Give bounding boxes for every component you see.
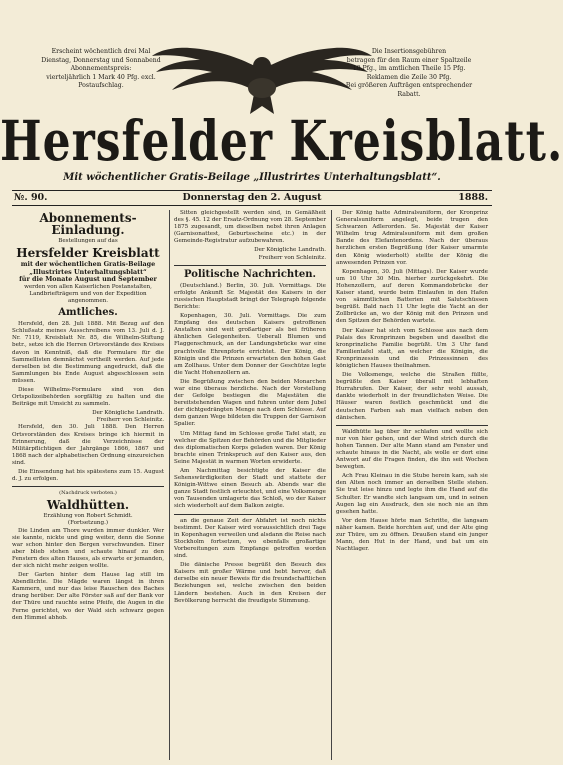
signature: Der Königliche Landrath. bbox=[254, 247, 326, 254]
paragraph: an die genaue Zeit der Abfahrt ist noch nichts bestimmt. Der Kaiser wird voraussichtlich drei Tage in Kopenhagen verweilen und alsdann die Reise nach Stockholm fortsetzen, wo ebenfalls großartige Vorbereitungen zum Empfange getroffen worden sind. bbox=[174, 517, 326, 560]
info-line: Abonnementspreis: bbox=[70, 65, 132, 72]
official-section-heading: Amtliches. bbox=[58, 307, 118, 319]
paragraph: Kopenhagen, 30. Juli. Vormittags. Die zum Empfang des deutschen Kaisers getroffenen Anstalten sind weit großartiger als bei früheren ähnlichen Gelegenheiten. Ueberall Blumen und Flaggenschmuck, an der Landungsbrücke war eine prachtvolle Ehrenpforte errichtet. Der König, die Königin und die Prinzen erwarteten den hohen Gast am Zollhaus. Unter dem Donner der Geschütze legte die Yacht Hohenzollern an. bbox=[174, 313, 326, 376]
paragraph: (Deutschland.) Berlin, 30. Juli. Vormittags. Die erfolgte Ankunft Sr. Majestät des Kaisers in der russischen Hauptstadt bringt der Telegraph folgende Berichte: bbox=[174, 282, 326, 310]
section-rule bbox=[174, 265, 326, 266]
info-line: Dienstag, Donnerstag und Sonnabend bbox=[41, 56, 161, 64]
insertion-fees-info bbox=[334, 48, 484, 99]
paragraph: Vor dem Hause hörte man Schritte, die langsam näher kamen. Beide horchten auf, und der Alte ging zur Thüre, um zu öffnen. Draußen stand ein junger Mann, den Hut in der Hand, und bat um ein Nachtlager. bbox=[336, 517, 488, 553]
info-line: betragen für den Raum einer Spaltzeile bbox=[346, 56, 472, 64]
paragraph: Um Mittag fand im Schlosse große Tafel statt, zu welcher die Spitzen der Behörden und die Mitglieder des diplomatischen Korps geladen waren. Der König brachte einen Trinkspruch auf den Kaiser aus, den Seine Majestät in warmen Worten erwiderte. bbox=[174, 430, 326, 465]
text-line: „Illustrirtes Unterhaltungsblatt“ bbox=[29, 267, 147, 276]
column-3 bbox=[336, 210, 488, 760]
issue-date: Donnerstag den 2. August bbox=[182, 192, 322, 203]
issue-bar bbox=[12, 190, 492, 206]
story-continuation: (Fortsetzung.) bbox=[67, 520, 109, 527]
info-line: 10 Pfg., im amtlichen Theile 15 Pfg. bbox=[352, 65, 466, 72]
column-1 bbox=[12, 210, 164, 760]
issue-year: 1888. bbox=[458, 192, 488, 203]
paragraph: Diese Wilhelms-Formulare sind von den Ortspolizeibehörden sorgfältig zu halten und die Beiträge mit Umsicht zu sammeln. bbox=[12, 387, 164, 408]
paper-name-heading: Hersfelder Kreisblatt bbox=[16, 246, 160, 261]
info-line: Erscheint wöchentlich drei Mal bbox=[51, 48, 151, 55]
paragraph: Hersfeld, den 28. Juli 1888. Mit Bezug auf den Schlußsatz meines Ausschreibens vom 13. Juli d. J. Nr. 7119, Kreisblatt Nr. 85, die Wilhelm-Stiftung betr., setze ich die Herren Ortsvorstände des Kreises davon in Kenntniß, daß die Formulare für die Sammellisten demnächst vertheilt werden. Auf jede derselben ist die Bestimmung angedruckt, daß die Sammlungen bis Ende August abgeschlossen sein müssen. bbox=[12, 321, 164, 384]
paragraph: Kopenhagen, 30. Juli (Mittags). Der Kaiser wurde um 10 Uhr 30 Min. hierher zurückgekehrt. Die Hohenzollern, auf deren Kommandobrücke der Kaiser stand, wurde beim Einlaufen in den Hafen von sämmtlichen Batterien mit Salutschüssen begrüßt. Bald nach 11 Uhr legte die Yacht an der Zollbrücke an, wo der König mit den Prinzen und den Spitzen der Behörden wartete. bbox=[336, 268, 488, 325]
info-line: Die Insertionsgebühren bbox=[371, 48, 447, 55]
paragraph: Der Kaiser hat sich vom Schlosse aus nach dem Palais des Kronprinzen begeben und daselbst die kronprinzliche Familie begrüßt. Um 3 Uhr fand Familientafel statt, an welcher die Königin, die Kronprinzessin und die Prinzessinnen des königlichen Hauses theilnahmen. bbox=[336, 327, 488, 369]
paragraph: Die Linden am Thore wurden immer dunkler. Wer sie kannte, nickte und ging weiter, denn die Sonne war schon hinter den Bergen verschwunden. Einer aber blieb stehen und schaute hinauf zu den Fenstern des alten Hauses, als erwarte er jemanden, der sich nicht mehr zeigen wollte. bbox=[12, 527, 164, 569]
paragraph: Hersfeld, den 30. Juli 1888. Den Herren Ortsvorständen des Kreises bringe ich hiermit in Erinnerung, daß die Verzeichnisse der Militärpflichtigen der Jahrgänge 1866, 1867 und 1868 nach der alphabetischen Ordnung einzureichen sind. bbox=[12, 424, 164, 466]
subscription-heading: Abonnements-Einladung. bbox=[39, 211, 137, 237]
political-news-heading: Politische Nachrichten. bbox=[184, 268, 316, 280]
section-rule bbox=[174, 514, 326, 515]
signature: Der Königliche Landrath. bbox=[92, 410, 164, 417]
paragraph: Am Nachmittag besichtigte der Kaiser die Sehenswürdigkeiten der Stadt und stattete der Königin-Wittwe einen Besuch ab. Abends war die ganze Stadt festlich erleuchtet, und eine Volksmenge von Tausenden umlagerte das Schloß, wo der Kaiser sich wiederholt auf dem Balkon zeigte. bbox=[174, 468, 326, 510]
issue-number: №. 90. bbox=[14, 192, 48, 203]
paragraph: Die Begrüßung zwischen den beiden Monarchen war eine überaus herzliche. Nach der Vorstellung der Gefolge bestiegen die Majestäten die bereitstehenden Wagen und fuhren unter dem Jubel der dichtgedrängten Menge nach dem Schlosse. Auf dem ganzen Wege bildeten die Truppen der Garnison Spalier. bbox=[174, 378, 326, 428]
paragraph: Der Garten hinter dem Hause lag still im Abendlichte. Die Mägde waren längst in ihren Kammern, und nur das leise Rauschen des Baches drang herüber. Der alte Förster saß auf der Bank vor der Thüre und rauchte seine Pfeife, die Augen in die Ferne gerichtet, wo der Wald sich schwarz gegen den Himmel abhob. bbox=[12, 572, 164, 621]
info-line: vierteljährlich 1 Mark 40 Pfg. excl. bbox=[46, 73, 156, 81]
reprint-notice: (Nachdruck verboten.) bbox=[59, 490, 117, 497]
column-divider bbox=[169, 210, 170, 760]
text-line: Bestellungen auf das bbox=[58, 238, 118, 244]
newspaper-title: Hersfelder Kreisblatt. bbox=[0, 110, 563, 174]
text-line: mit der wöchentlichen Gratis-Beilage bbox=[20, 260, 156, 269]
info-line: Bei größeren Aufträgen entsprechender Rabatt. bbox=[345, 82, 473, 98]
signature: Freiherr von Schleinitz. bbox=[96, 417, 164, 424]
paragraph: Der König hatte Admiralsuniform, der Kronprinz Generalsuniform angelegt, beide trugen den Schwarzen Adlerorden. Se. Majestät der Kaiser Wilhelm trug Admiralsuniform mit dem großen Bande des Elefantenordens. Nach der überaus herzlichen ersten Begrüßung (der Kaiser umarmte den König wiederholt) stellte der König die anwesenden Prinzen vor. bbox=[336, 210, 488, 266]
paragraph: Ach Frau Kleinau in die Stube herein kam, sah sie den Alten noch immer an derselben Stelle stehen. Sie trat leise hinzu und legte ihm die Hand auf die Schulter. Er wandte sich langsam um, und in seinen Augen lag ein Ausdruck, den sie noch nie an ihm gesehen hatte. bbox=[336, 473, 488, 515]
column-divider bbox=[331, 210, 332, 760]
column-2 bbox=[174, 210, 326, 760]
section-rule bbox=[336, 425, 488, 426]
signature: Freiherr von Schleinitz. bbox=[258, 254, 326, 261]
paragraph: Sitten gleichgestellt werden sind, in Gemäßheit des §. 45. 12 der Ersatz-Ordnung vom 28. September 1875 zugesandt, um dieselben nebst ihren Anlagen (Garnisonattest, Geburtsscheine etc.) in der Gemeinde-Registratur aufzubewahren. bbox=[174, 210, 326, 245]
text-line: werden von allen Kaiserlichen Postanstalten, Landbriefträgern und von der Expedition angenommen. bbox=[24, 283, 152, 305]
paragraph: Die Volksmenge, welche die Straßen füllte, begrüßte den Kaiser überall mit lebhaften Hurrahrufen. Der Kaiser, der sehr wohl aussah, dankte wiederholt in der freundlichsten Weise. Die Häuser waren festlich geschmückt und die deutschen Farben sah man vielfach neben den dänischen. bbox=[336, 372, 488, 421]
paragraph: Waldhütte lag über ihr schlafen und wollte sich nur von hier gehen, und der Wind strich durch die hohen Tannen. Der alte Mann stand am Fenster und schaute hinaus in die Nacht, als wolle er dort eine Antwort auf die Fragen finden, die ihn seit Wochen bewegten. bbox=[336, 428, 488, 471]
paragraph: Die Einsendung hat bis spätestens zum 15. August d. J. zu erfolgen. bbox=[12, 469, 164, 483]
newspaper-subtitle: Mit wöchentlicher Gratis-Beilage „Illustrirtes Unterhaltungsblatt“. bbox=[63, 172, 441, 183]
info-line: Postaufschlag. bbox=[78, 82, 124, 89]
article-columns bbox=[12, 210, 492, 760]
text-line: für die Monate August und September bbox=[19, 275, 157, 284]
paragraph: Die dänische Presse begrüßt den Besuch des Kaisers mit großer Wärme und hebt hervor, daß derselbe ein neuer Beweis für die freundschaftlichen Beziehungen sei, welche zwischen den beiden Ländern bestehen. Auch in den Kreisen der Bevölkerung herrscht die freudigste Stimmung. bbox=[174, 562, 326, 604]
info-line: Reklamen die Zeile 30 Pfg. bbox=[366, 73, 452, 81]
story-author: Erzählung von Robert Schmidt. bbox=[43, 513, 133, 520]
section-rule bbox=[12, 486, 164, 487]
masthead bbox=[10, 8, 494, 120]
story-title: Waldhütten. bbox=[46, 498, 130, 513]
